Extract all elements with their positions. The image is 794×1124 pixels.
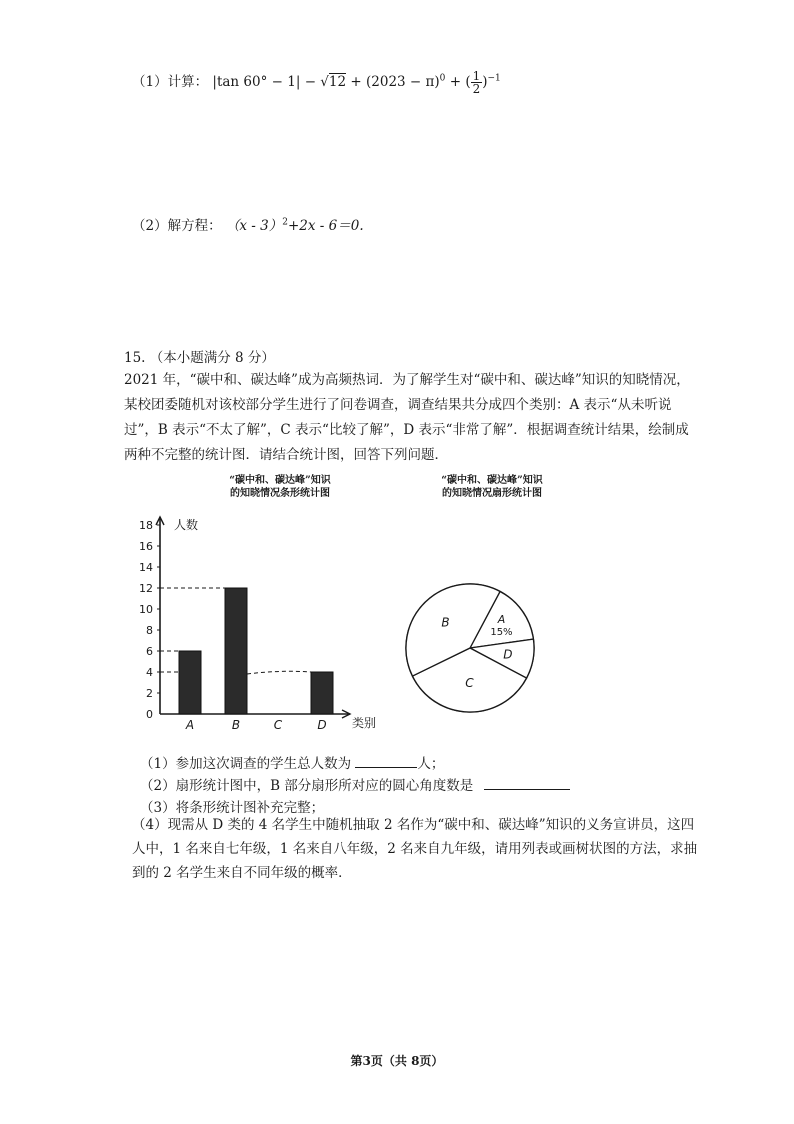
bar-B <box>225 588 247 714</box>
sqrt-symbol: √ <box>320 74 329 90</box>
q15-sub1-unit: 人； <box>417 756 445 772</box>
q15-intro: 2021 年，“碳中和、碳达峰”成为高频热词．为了解学生对“碳中和、碳达峰”知识的知晓情况，某校团委随机对该校部分学生进行了问卷调查，调查结果共分成四个类别：A 表示“从未听说过”，B 表示“不太了解”，C 表示“比较了解”，D 表示“非常了解”．根据调查统计结果，绘制成两种不完整的统计图．请结合统计图，回答下列问题． <box>124 372 690 463</box>
y-tick-label: 18 <box>139 519 153 532</box>
q14-part1-label: （1）计算： <box>132 74 209 90</box>
page-footer: 第3页（共 8页） <box>350 1054 444 1068</box>
pie-label-A: A <box>497 612 506 626</box>
pie-label-C: C <box>465 676 474 691</box>
pie-chart-title-line2: 的知晓情况扇形统计图 <box>442 488 542 499</box>
q15-sub4: （4）现需从 D 类的 4 名学生中随机抽取 2 名作为“碳中和、碳达峰”知识的义务宣讲员，这四人中，1 名来自七年级，1 名来自八年级，2 名来自九年级，请用列表或画树状图的方法，求抽到的 2 名学生来自不同年级的概率． <box>132 817 698 881</box>
fraction-half <box>471 70 483 95</box>
fraction-denominator: 2 <box>472 82 481 96</box>
pie-value-A: 15% <box>490 626 513 638</box>
y-tick-label: 16 <box>139 540 153 553</box>
pie-chart-title <box>392 474 592 500</box>
bar-chart-title-line2: 的知晓情况条形统计图 <box>230 488 330 499</box>
equation-right: +2x - 6＝0. <box>287 218 364 234</box>
q15-sub2-text: （2）扇形统计图中，B 部分扇形所对应的圆心角度数是 <box>140 778 474 794</box>
bar-chart <box>130 490 390 740</box>
exponent-zero: 0 <box>439 73 446 84</box>
pie-chart-title-line1: “碳中和、碳达峰”知识 <box>441 475 543 486</box>
tan-expression: tan 60° − 1 <box>216 74 296 90</box>
y-axis-label: 人数 <box>174 518 199 532</box>
frac-open-paren: ( <box>465 74 471 90</box>
y-tick-label: 8 <box>146 624 153 637</box>
plus-sign-1: + <box>350 74 362 90</box>
equation-left: （x - 3） <box>225 218 283 234</box>
answer-blank-angle[interactable] <box>484 775 570 790</box>
guide-line-D <box>247 671 311 674</box>
q14-part1 <box>132 70 501 95</box>
paren-term: (2023 − π) <box>366 74 440 90</box>
bar-D <box>311 672 333 714</box>
sqrt-radicand: 12 <box>328 74 347 90</box>
frac-close-paren: ) <box>482 74 488 90</box>
y-tick-label: 4 <box>146 666 153 679</box>
q14-part2-label: （2）解方程： <box>132 218 222 234</box>
q14-part2 <box>132 214 364 234</box>
x-tick-label: D <box>317 718 327 732</box>
q15-sub1 <box>140 752 444 772</box>
abs-open: | <box>212 74 217 90</box>
y-tick-label: 10 <box>139 603 153 616</box>
fraction-numerator: 1 <box>472 69 481 83</box>
q15-sub3: （3）将条形统计图补充完整； <box>140 800 325 816</box>
minus-sign: − <box>304 74 316 90</box>
x-tick-label: A <box>185 718 195 732</box>
bar-chart-title-line1: “碳中和、碳达峰”知识 <box>229 475 331 486</box>
x-tick-label: C <box>273 718 283 732</box>
y-tick-label: 12 <box>139 582 153 595</box>
y-tick-label: 6 <box>146 645 153 658</box>
q15-sub2 <box>140 774 570 794</box>
pie-label-D: D <box>503 647 513 662</box>
equation-exponent: 2 <box>282 217 288 228</box>
pie-chart <box>400 578 540 718</box>
y-tick-label: 0 <box>146 708 153 721</box>
abs-close: | <box>295 74 301 90</box>
x-tick-label: B <box>231 718 241 732</box>
q15-sub1-text: （1）参加这次调查的学生总人数为 <box>140 756 352 772</box>
bar-A <box>179 651 201 714</box>
y-tick-label: 2 <box>146 687 153 700</box>
q15-header: 15. （本小题满分 8 分） <box>124 350 275 366</box>
answer-blank-total[interactable] <box>355 753 417 768</box>
y-tick-label: 14 <box>139 561 153 574</box>
exponent-neg-one: −1 <box>487 73 501 84</box>
pie-label-B: B <box>441 615 450 630</box>
x-axis-label: 类别 <box>352 716 377 730</box>
plus-sign-2: + <box>449 74 462 90</box>
